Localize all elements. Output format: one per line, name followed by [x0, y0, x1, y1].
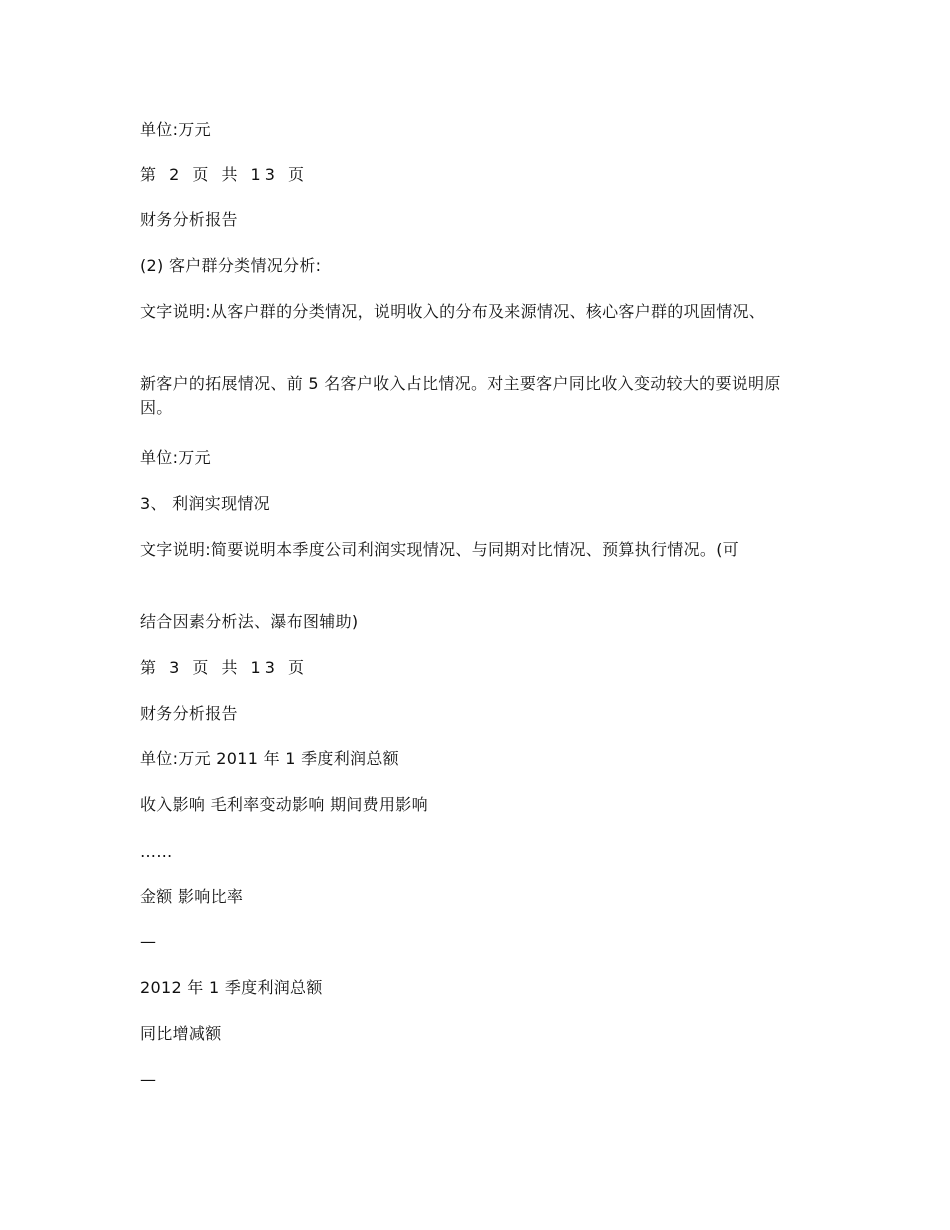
- table-row-label: 2012 年 1 季度利润总额: [140, 978, 323, 997]
- dash-placeholder: —: [140, 1070, 157, 1089]
- page-number: 第 2 页 共 13 页: [140, 165, 308, 184]
- report-header: 财务分析报告: [140, 704, 238, 723]
- paragraph: 结合因素分析法、瀑布图辅助): [140, 612, 359, 631]
- table-caption: 单位:万元 2011 年 1 季度利润总额: [140, 749, 399, 768]
- table-columns: 金额 影响比率: [140, 887, 244, 906]
- paragraph: 新客户的拓展情况、前 5 名客户收入占比情况。对主要客户同比收入变动较大的要说明原因。: [140, 374, 781, 417]
- unit-label: 单位:万元: [140, 448, 211, 467]
- table-columns: 收入影响 毛利率变动影响 期间费用影响: [140, 795, 428, 814]
- ellipsis: ……: [140, 842, 173, 861]
- unit-label: 单位:万元: [140, 120, 211, 139]
- dash-placeholder: —: [140, 932, 157, 951]
- page-number: 第 3 页 共 13 页: [140, 658, 308, 677]
- paragraph: 文字说明:简要说明本季度公司利润实现情况、与同期对比情况、预算执行情况。(可: [140, 540, 740, 559]
- table-row-label: 同比增减额: [140, 1024, 222, 1043]
- section-heading: 3、 利润实现情况: [140, 494, 270, 513]
- report-header: 财务分析报告: [140, 210, 238, 229]
- section-heading: (2) 客户群分类情况分析:: [140, 256, 322, 275]
- paragraph: 文字说明:从客户群的分类情况，说明收入的分布及来源情况、核心客户群的巩固情况、: [140, 302, 766, 321]
